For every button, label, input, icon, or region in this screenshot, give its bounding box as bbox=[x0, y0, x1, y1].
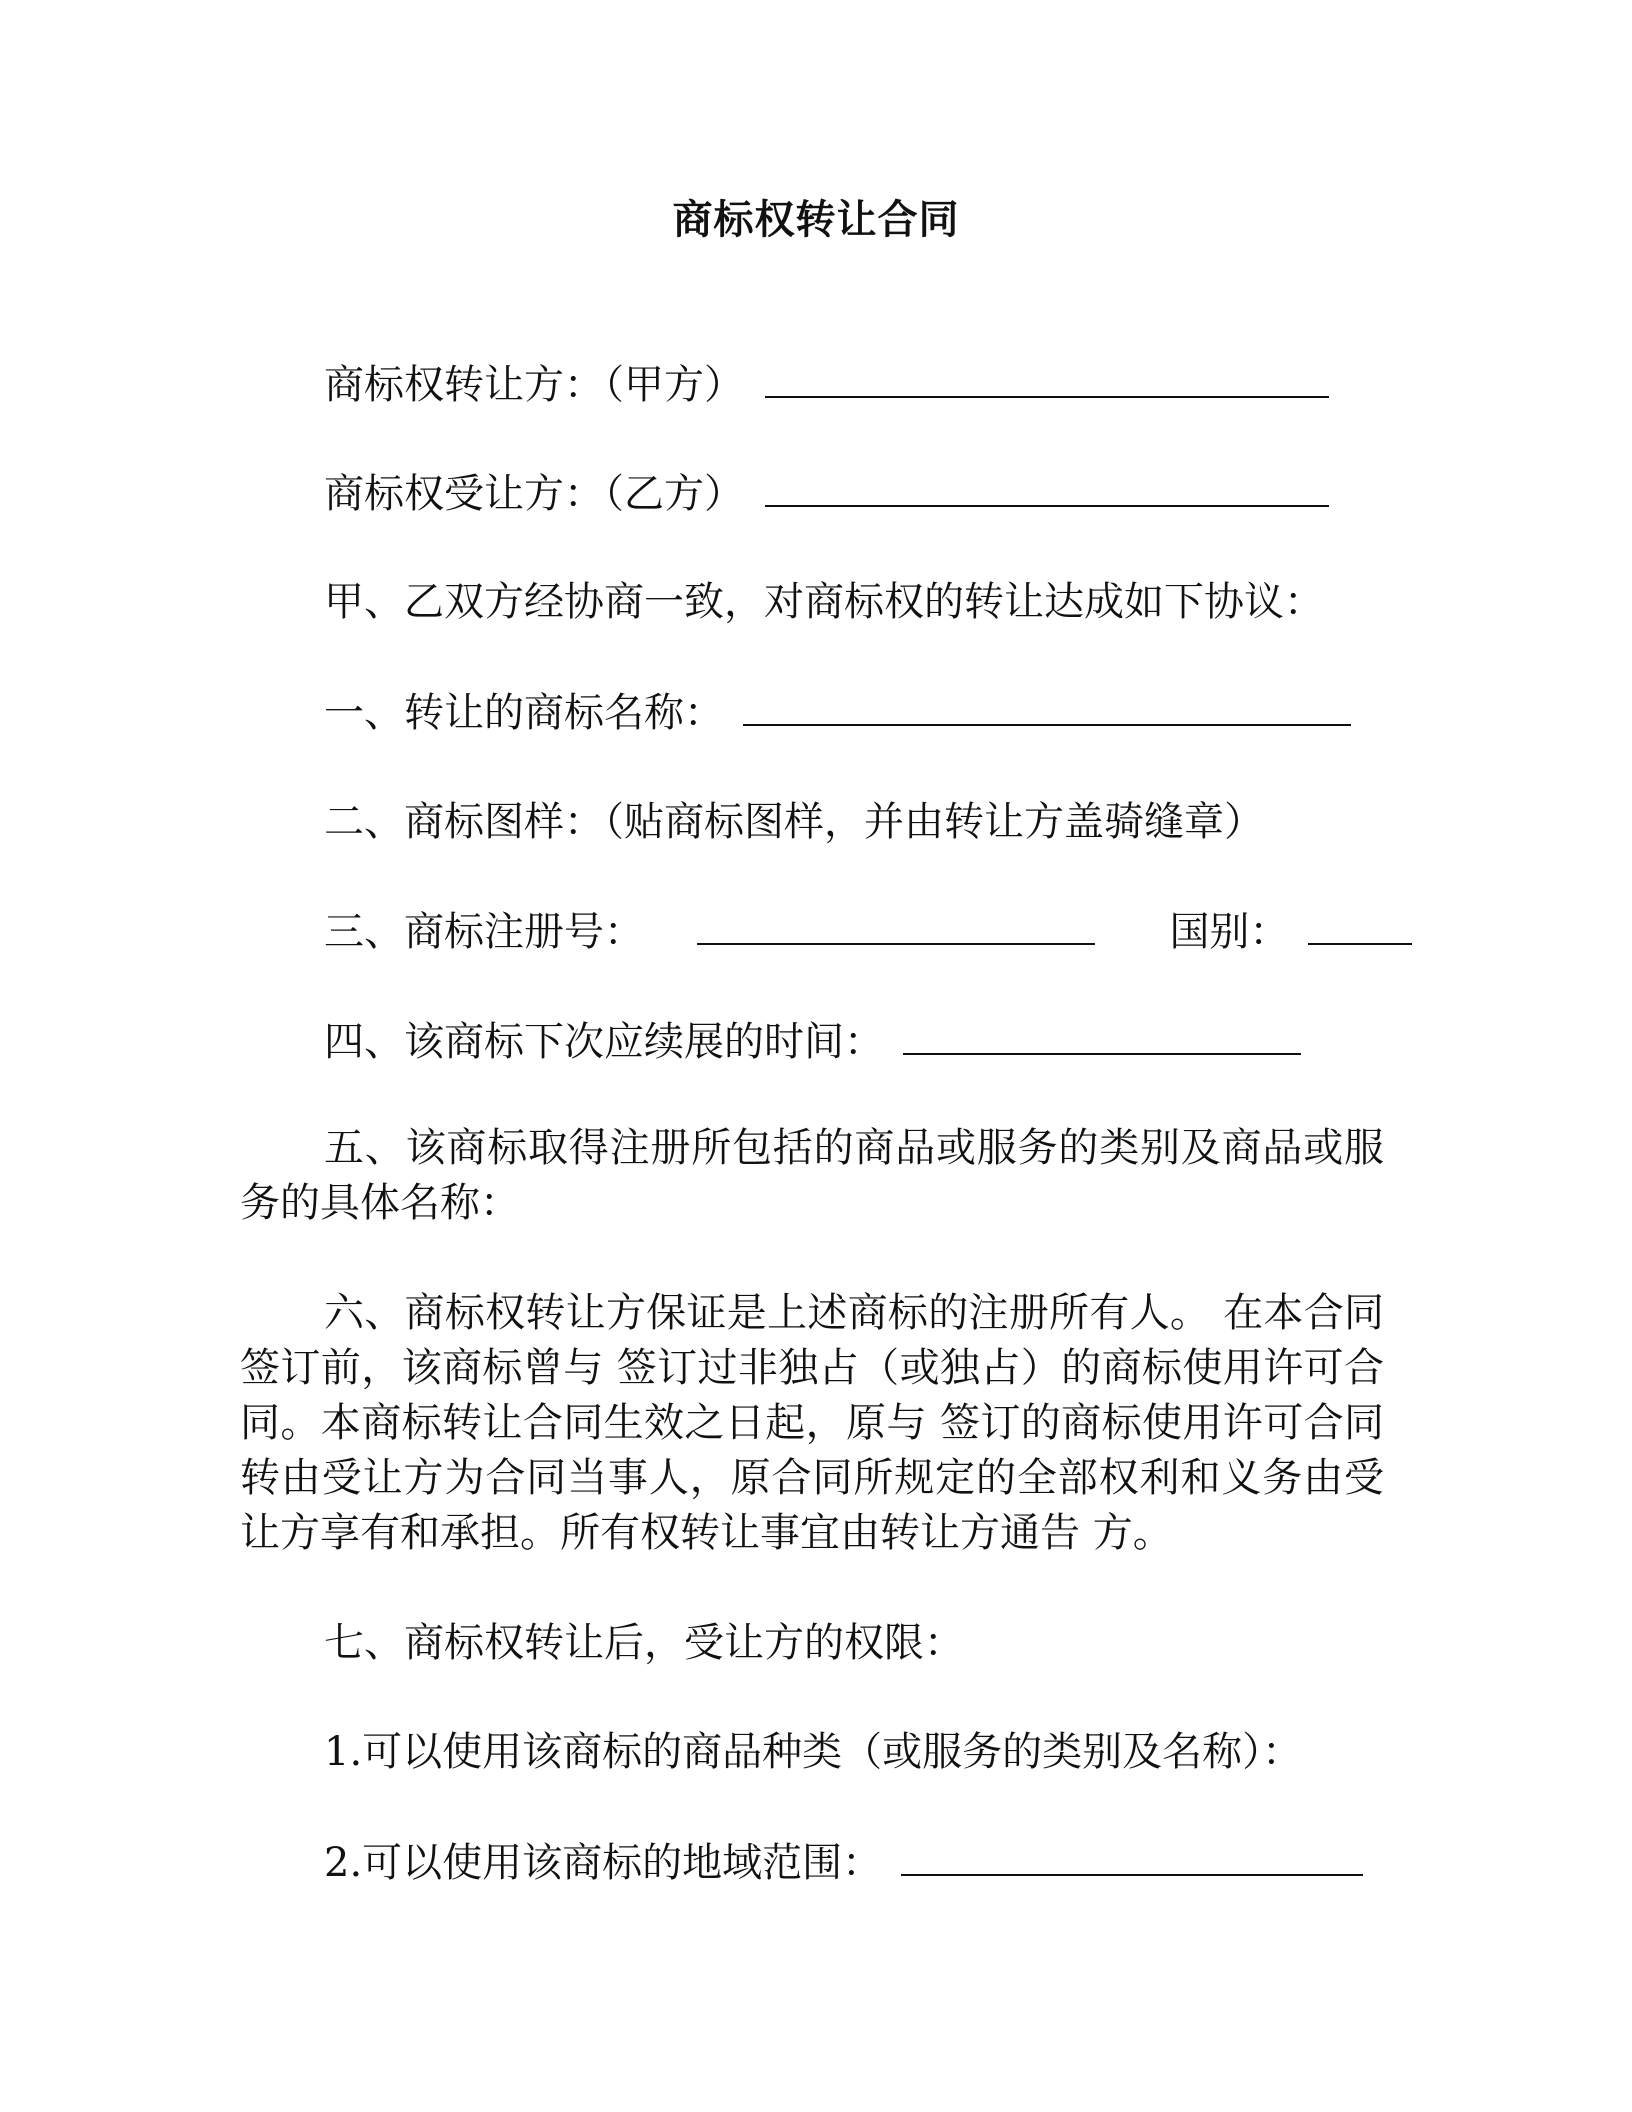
item4-blank bbox=[903, 1013, 1301, 1055]
sub2-blank bbox=[901, 1834, 1363, 1876]
item3-line bbox=[324, 903, 1412, 960]
party-b-label: 商标权受让方：（乙方） bbox=[324, 471, 744, 517]
intro-line: 甲、乙双方经协商一致，对商标权的转让达成如下协议： bbox=[324, 579, 1324, 625]
item6-paragraph: 六、商标权转让方保证是上述商标的注册所有人。 在本合同签订前，该商标曾与 签订过非独占（或独占）的商标使用许可合同。本商标转让合同生效之日起，原与 签订的商标使用许可合同转由受让方为合同当事人，原合同所规定的全部权利和义务由受让方享有和承担。所有权转让事宜由转让方通告 方。 bbox=[240, 1290, 1384, 1556]
item2-line: 二、商标图样：（贴商标图样，并由转让方盖骑缝章） bbox=[324, 799, 1264, 845]
party-b-line bbox=[324, 465, 1329, 522]
party-b-blank bbox=[765, 465, 1329, 507]
document-title: 商标权转让合同 bbox=[672, 197, 960, 243]
item4-line bbox=[324, 1013, 1301, 1070]
sub2-line bbox=[324, 1834, 1363, 1891]
item3-label: 三、商标注册号： bbox=[324, 909, 644, 955]
party-a-line bbox=[324, 356, 1329, 413]
item1-line bbox=[324, 684, 1351, 741]
item1-label: 一、转让的商标名称： bbox=[324, 690, 724, 736]
sub2-label: 2.可以使用该商标的地域范围： bbox=[324, 1840, 883, 1886]
item1-blank bbox=[743, 684, 1351, 726]
item4-label: 四、该商标下次应续展的时间： bbox=[324, 1019, 884, 1065]
item3-country-label: 国别： bbox=[1169, 909, 1290, 955]
item5-paragraph: 五、该商标取得注册所包括的商品或服务的类别及商品或服务的具体名称： bbox=[240, 1125, 1384, 1226]
item7-line: 七、商标权转让后，受让方的权限： bbox=[324, 1620, 964, 1666]
sub1-line: 1.可以使用该商标的商品种类（或服务的类别及名称）： bbox=[324, 1729, 1303, 1775]
item3-registration-blank bbox=[697, 903, 1095, 945]
party-a-label: 商标权转让方：（甲方） bbox=[324, 362, 744, 408]
item3-country-blank bbox=[1308, 903, 1412, 945]
party-a-blank bbox=[765, 356, 1329, 398]
